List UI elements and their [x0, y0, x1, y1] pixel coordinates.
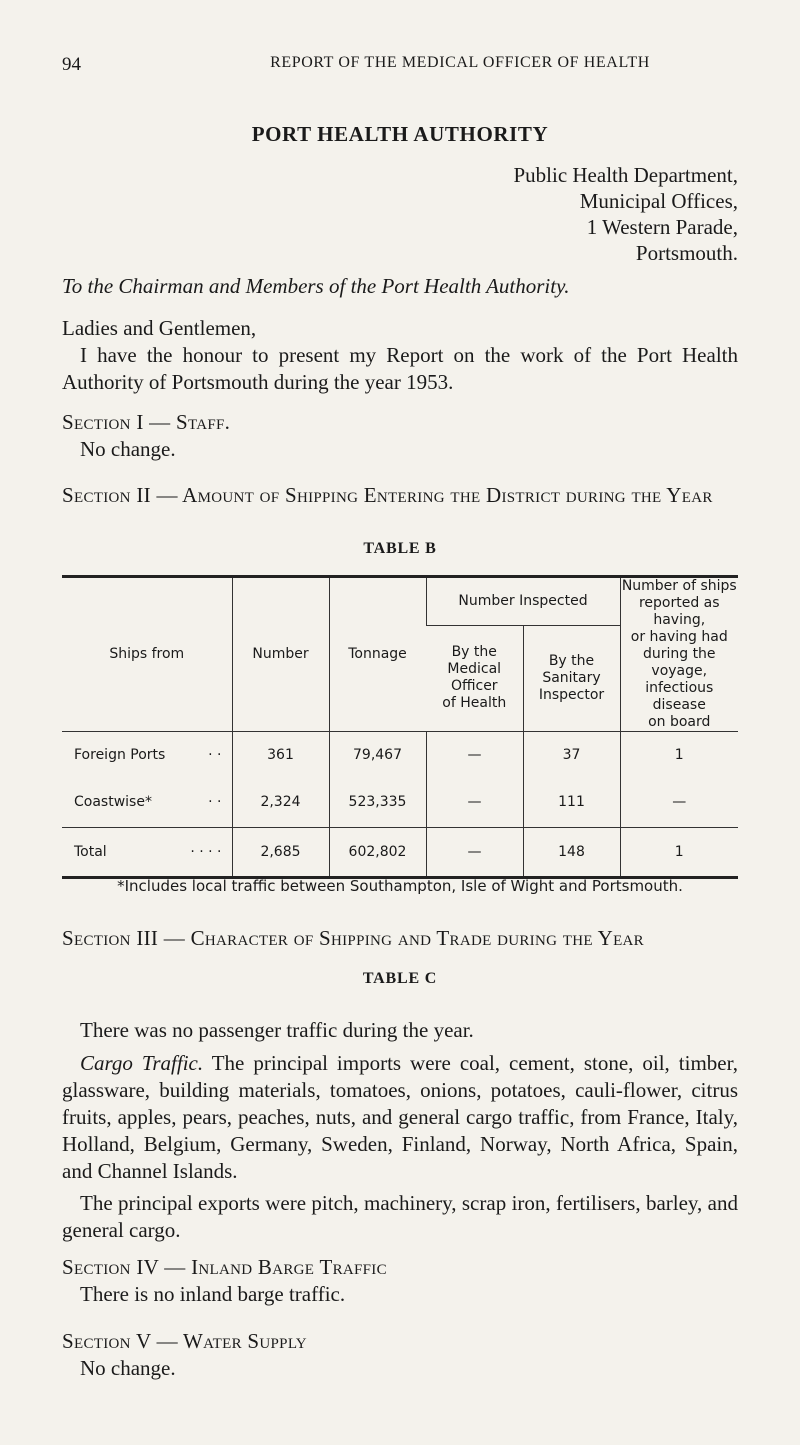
leader-dots: · · · ·: [190, 844, 222, 860]
leader-dots: · ·: [208, 746, 222, 763]
section-5-heading: Section V — Water Supply: [62, 1329, 307, 1353]
table-c-title: TABLE C: [362, 970, 438, 987]
row-by-sanitary-inspector: 37: [523, 732, 620, 778]
table-b-title: TABLE B: [363, 540, 437, 557]
col-header-by-sanitary-inspector: [523, 625, 620, 731]
section-4-heading: Section IV — Inland Barge Traffic: [62, 1255, 387, 1279]
total-number: 2,685: [232, 828, 329, 878]
section-2-heading: Section II — Amount of Shipping Entering the District during the Year: [62, 483, 713, 507]
col-header-tonnage: Tonnage: [329, 577, 426, 732]
section-3-heading: Section III — Character of Shipping and Trade during the Year: [62, 926, 644, 950]
leader-dots: · ·: [208, 794, 222, 811]
col-header-disease-line-5: infectious disease: [645, 680, 714, 713]
col-header-infectious-disease: [620, 577, 738, 732]
section-1-text: No change.: [80, 437, 176, 461]
col-header-mo-line-3: Officer: [450, 678, 498, 695]
intro-paragraph: I have the honour to present my Report on the work of the Port Health Authority of Portsmouth during the year 1953.: [62, 343, 738, 394]
col-header-number-inspected: Number Inspected: [426, 577, 620, 626]
col-header-si-line-1: By the: [548, 652, 595, 669]
table-b-footnote: *Includes local traffic between Southampton, Isle of Wight and Portsmouth.: [117, 877, 683, 895]
col-header-disease-line-6: on board: [648, 714, 711, 730]
page-number: 94: [62, 54, 81, 75]
col-header-mo-line-1: By the: [451, 644, 497, 661]
row-ships-from: [62, 732, 232, 778]
col-header-number: Number: [232, 577, 329, 732]
col-header-disease-line-4: during the voyage,: [642, 646, 716, 679]
table-row: [62, 778, 738, 828]
address-line-1: Public Health Department,: [513, 163, 738, 187]
col-header-disease-line-1: Number of ships: [621, 578, 737, 594]
row-label: Coastwise*: [74, 794, 152, 811]
section-1-heading: Section I — Staff.: [62, 410, 231, 434]
col-header-mo-line-4: of Health: [442, 695, 507, 712]
exports-paragraph: The principal exports were pitch, machinery, scrap iron, fertilisers, barley, and general cargo.: [62, 1191, 738, 1242]
col-header-si-line-2: Sanitary: [542, 669, 601, 686]
row-by-medical-officer: —: [426, 778, 523, 828]
row-number: 2,324: [232, 778, 329, 828]
col-header-ships-from: Ships from: [109, 646, 185, 662]
col-header-by-medical-officer: [426, 625, 523, 731]
page-title: PORT HEALTH AUTHORITY: [251, 122, 549, 146]
salutation-to: To the Chairman and Members of the Port Health Authority.: [62, 274, 570, 298]
table-b: [62, 575, 738, 879]
passenger-traffic-text: There was no passenger traffic during the year.: [80, 1018, 474, 1042]
row-tonnage: 79,467: [329, 732, 426, 778]
section-5-text: No change.: [80, 1356, 176, 1380]
row-label: Foreign Ports: [74, 746, 166, 763]
row-ships-from: [62, 778, 232, 828]
total-label: Total: [74, 844, 107, 860]
greeting: Ladies and Gentlemen,: [62, 316, 257, 340]
row-infectious-disease: 1: [620, 732, 738, 778]
address-line-4: Portsmouth.: [635, 241, 738, 265]
address-line-3: 1 Western Parade,: [586, 215, 738, 239]
cargo-traffic-paragraph: [62, 1050, 738, 1185]
section-4-text: There is no inland barge traffic.: [80, 1282, 346, 1306]
total-infectious-disease: 1: [620, 828, 738, 878]
running-header: [62, 54, 738, 78]
total-by-medical-officer: —: [426, 828, 523, 878]
table-row: [62, 732, 738, 778]
address-line-2: Municipal Offices,: [579, 189, 738, 213]
row-tonnage: 523,335: [329, 778, 426, 828]
total-by-sanitary-inspector: 148: [523, 828, 620, 878]
sender-address: [513, 162, 738, 266]
col-header-disease-line-2: reported as having,: [638, 595, 720, 628]
running-title: REPORT OF THE MEDICAL OFFICER OF HEALTH: [270, 54, 650, 71]
total-label-cell: [62, 828, 232, 878]
cargo-traffic-label: Cargo Traffic.: [80, 1051, 204, 1075]
col-header-disease-line-3: or having had: [630, 629, 728, 645]
col-header-si-line-3: Inspector: [538, 686, 605, 703]
col-header-mo-line-2: Medical: [447, 661, 502, 678]
row-infectious-disease: —: [620, 778, 738, 828]
cargo-traffic-text: The principal imports were coal, cement, stone, oil, timber, glassware, building materials, tomatoes, onions, potatoes, cauli-flower, citrus fruits, apples, pears, peaches, nuts, and general cargo traffic, from France, Italy, Holland, Belgium, Germany, Sweden, Finland, Norway, North Africa, Spain, and Channel Islands.: [62, 1051, 738, 1183]
row-number: 361: [232, 732, 329, 778]
total-tonnage: 602,802: [329, 828, 426, 878]
table-total-row: [62, 828, 738, 878]
row-by-medical-officer: —: [426, 732, 523, 778]
row-by-sanitary-inspector: 111: [523, 778, 620, 828]
